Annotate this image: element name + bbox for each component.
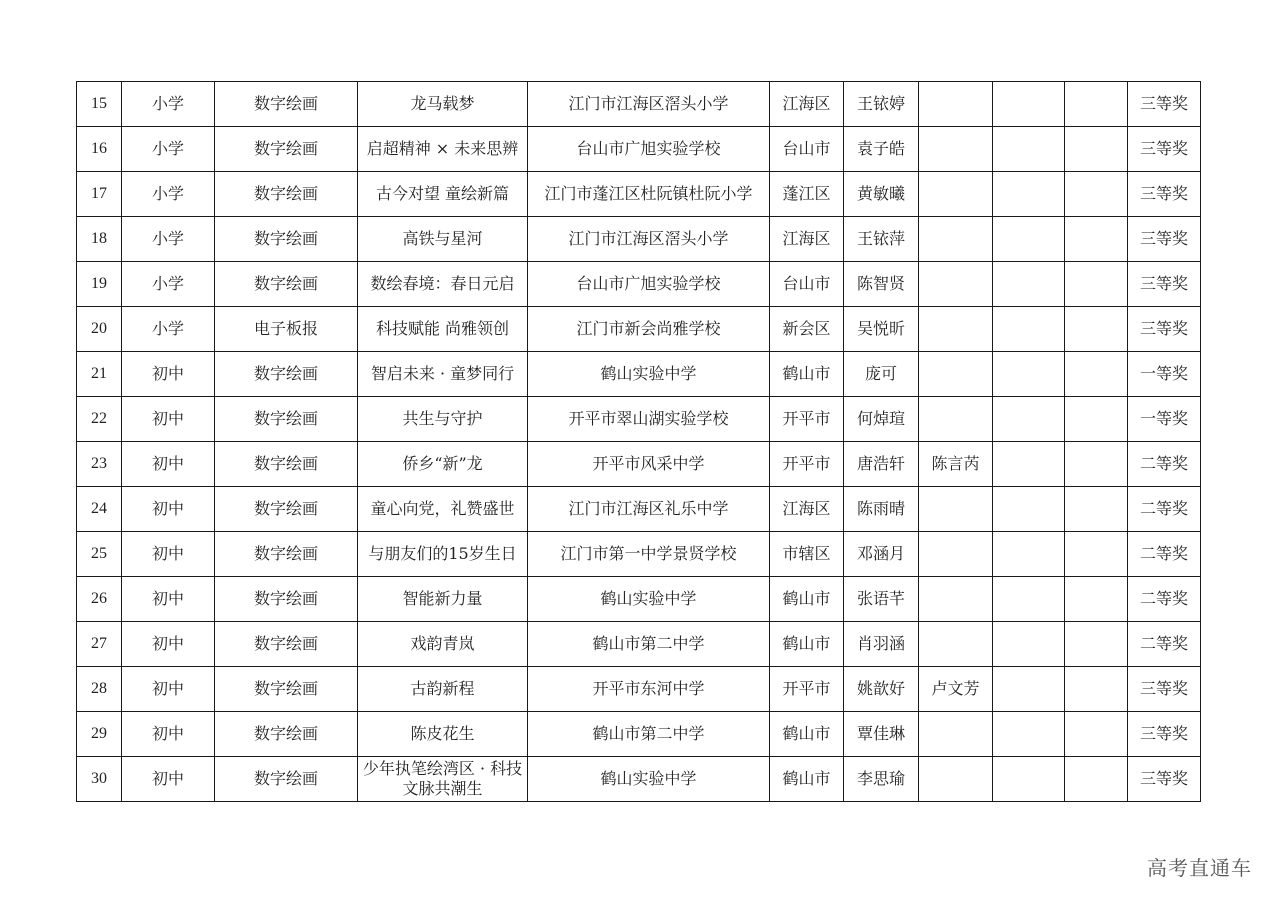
cell-school: 江门市新会尚雅学校 [528,307,770,352]
cell-extra-1 [993,487,1065,532]
cell-extra-2 [1065,667,1128,712]
cell-extra-2 [1065,352,1128,397]
cell-extra-2 [1065,262,1128,307]
cell-district: 台山市 [770,127,844,172]
table-row [77,307,1201,352]
cell-no: 18 [77,217,122,262]
awards-table [76,81,1201,802]
cell-extra-1 [993,712,1065,757]
cell-title: 智启未来 · 童梦同行 [358,352,528,397]
cell-award: 二等奖 [1128,442,1201,487]
table-row [77,127,1201,172]
cell-award: 三等奖 [1128,667,1201,712]
cell-category: 数字绘画 [215,262,358,307]
cell-district: 江海区 [770,82,844,127]
table-row [77,667,1201,712]
cell-author: 李思瑜 [844,757,919,802]
cell-no: 30 [77,757,122,802]
cell-extra-2 [1065,622,1128,667]
cell-award: 三等奖 [1128,757,1201,802]
cell-category: 数字绘画 [215,667,358,712]
cell-extra-2 [1065,532,1128,577]
cell-title: 龙马载梦 [358,82,528,127]
table-body [77,82,1201,802]
cell-teacher [919,532,993,577]
cell-level: 小学 [122,217,215,262]
cell-teacher [919,622,993,667]
cell-school: 台山市广旭实验学校 [528,262,770,307]
cell-level: 初中 [122,442,215,487]
cell-category: 数字绘画 [215,757,358,802]
cell-level: 初中 [122,712,215,757]
cell-author: 王铱婷 [844,82,919,127]
cell-teacher [919,352,993,397]
cell-author: 庞可 [844,352,919,397]
cell-school: 江门市蓬江区杜阮镇杜阮小学 [528,172,770,217]
cell-extra-2 [1065,442,1128,487]
cell-extra-1 [993,577,1065,622]
cell-title: 科技赋能 尚雅领创 [358,307,528,352]
cell-no: 19 [77,262,122,307]
cell-no: 21 [77,352,122,397]
cell-award: 一等奖 [1128,397,1201,442]
cell-award: 二等奖 [1128,577,1201,622]
cell-district: 鹤山市 [770,352,844,397]
cell-school: 江门市江海区礼乐中学 [528,487,770,532]
cell-school: 江门市江海区滘头小学 [528,217,770,262]
cell-no: 24 [77,487,122,532]
cell-title: 共生与守护 [358,397,528,442]
cell-level: 初中 [122,397,215,442]
cell-title: 智能新力量 [358,577,528,622]
cell-extra-1 [993,352,1065,397]
cell-author: 王铱萍 [844,217,919,262]
cell-no: 25 [77,532,122,577]
cell-school: 鹤山市第二中学 [528,622,770,667]
cell-extra-1 [993,262,1065,307]
cell-school: 开平市翠山湖实验学校 [528,397,770,442]
cell-category: 数字绘画 [215,442,358,487]
cell-district: 蓬江区 [770,172,844,217]
cell-teacher [919,712,993,757]
cell-extra-2 [1065,127,1128,172]
cell-extra-2 [1065,577,1128,622]
cell-district: 开平市 [770,442,844,487]
cell-author: 陈智贤 [844,262,919,307]
cell-title: 童心向党，礼赞盛世 [358,487,528,532]
cell-level: 小学 [122,82,215,127]
table-row [77,397,1201,442]
cell-no: 28 [77,667,122,712]
cell-district: 鹤山市 [770,712,844,757]
cell-teacher [919,307,993,352]
cell-no: 15 [77,82,122,127]
cell-district: 市辖区 [770,532,844,577]
cell-extra-2 [1065,487,1128,532]
table-row [77,532,1201,577]
cell-extra-2 [1065,757,1128,802]
cell-award: 三等奖 [1128,217,1201,262]
cell-author: 黄敏曦 [844,172,919,217]
cell-school: 开平市东河中学 [528,667,770,712]
cell-level: 小学 [122,307,215,352]
cell-no: 20 [77,307,122,352]
cell-award: 三等奖 [1128,262,1201,307]
watermark-text: 高考直通车 [1147,856,1252,880]
cell-award: 二等奖 [1128,487,1201,532]
cell-no: 17 [77,172,122,217]
cell-teacher [919,397,993,442]
cell-teacher [919,487,993,532]
table-row [77,352,1201,397]
cell-teacher [919,127,993,172]
table-row [77,487,1201,532]
table-row [77,757,1201,802]
cell-award: 三等奖 [1128,172,1201,217]
cell-category: 数字绘画 [215,217,358,262]
cell-category: 数字绘画 [215,82,358,127]
cell-school: 江门市江海区滘头小学 [528,82,770,127]
cell-extra-1 [993,307,1065,352]
cell-extra-1 [993,127,1065,172]
cell-level: 初中 [122,757,215,802]
cell-teacher [919,217,993,262]
cell-extra-1 [993,622,1065,667]
cell-title: 戏韵青岚 [358,622,528,667]
cell-school: 江门市第一中学景贤学校 [528,532,770,577]
cell-author: 邓涵月 [844,532,919,577]
cell-no: 27 [77,622,122,667]
cell-level: 初中 [122,352,215,397]
cell-author: 姚歆好 [844,667,919,712]
cell-no: 23 [77,442,122,487]
cell-district: 开平市 [770,667,844,712]
cell-school: 开平市风采中学 [528,442,770,487]
cell-extra-2 [1065,397,1128,442]
cell-extra-2 [1065,172,1128,217]
cell-category: 数字绘画 [215,712,358,757]
cell-award: 二等奖 [1128,622,1201,667]
cell-award: 二等奖 [1128,532,1201,577]
table-row [77,82,1201,127]
cell-author: 肖羽涵 [844,622,919,667]
cell-award: 三等奖 [1128,307,1201,352]
cell-extra-1 [993,397,1065,442]
cell-category: 数字绘画 [215,352,358,397]
cell-extra-2 [1065,712,1128,757]
cell-award: 三等奖 [1128,82,1201,127]
cell-level: 初中 [122,667,215,712]
cell-author: 何焯瑄 [844,397,919,442]
cell-title: 古今对望 童绘新篇 [358,172,528,217]
cell-extra-1 [993,217,1065,262]
cell-extra-1 [993,82,1065,127]
cell-title: 启超精神 × 未来思辨 [358,127,528,172]
cell-teacher: 卢文芳 [919,667,993,712]
cell-title: 与朋友们的15岁生日 [358,532,528,577]
cell-category: 数字绘画 [215,127,358,172]
cell-school: 鹤山市第二中学 [528,712,770,757]
cell-award: 一等奖 [1128,352,1201,397]
cell-teacher [919,82,993,127]
cell-level: 初中 [122,532,215,577]
cell-extra-2 [1065,82,1128,127]
cell-district: 江海区 [770,487,844,532]
table-row [77,172,1201,217]
table-row [77,217,1201,262]
cell-no: 29 [77,712,122,757]
cell-title: 少年执笔绘湾区 · 科技文脉共潮生 [358,757,528,802]
cell-district: 新会区 [770,307,844,352]
cell-teacher [919,262,993,307]
cell-district: 鹤山市 [770,622,844,667]
cell-district: 鹤山市 [770,757,844,802]
cell-level: 初中 [122,622,215,667]
cell-school: 鹤山实验中学 [528,352,770,397]
cell-title: 数绘春境：春日元启 [358,262,528,307]
cell-district: 江海区 [770,217,844,262]
cell-category: 数字绘画 [215,397,358,442]
table-row [77,442,1201,487]
table-row [77,712,1201,757]
cell-award: 三等奖 [1128,712,1201,757]
table-row [77,577,1201,622]
cell-category: 电子板报 [215,307,358,352]
cell-author: 吴悦昕 [844,307,919,352]
cell-no: 16 [77,127,122,172]
cell-author: 张语芊 [844,577,919,622]
cell-category: 数字绘画 [215,622,358,667]
cell-extra-1 [993,172,1065,217]
cell-author: 袁子皓 [844,127,919,172]
cell-title: 古韵新程 [358,667,528,712]
cell-extra-1 [993,532,1065,577]
cell-school: 鹤山实验中学 [528,757,770,802]
cell-author: 陈雨晴 [844,487,919,532]
cell-extra-1 [993,667,1065,712]
cell-teacher [919,577,993,622]
cell-author: 唐浩轩 [844,442,919,487]
cell-level: 小学 [122,172,215,217]
cell-level: 小学 [122,262,215,307]
cell-award: 三等奖 [1128,127,1201,172]
table-row [77,622,1201,667]
cell-level: 小学 [122,127,215,172]
cell-no: 26 [77,577,122,622]
cell-no: 22 [77,397,122,442]
cell-title: 陈皮花生 [358,712,528,757]
cell-district: 鹤山市 [770,577,844,622]
cell-extra-1 [993,442,1065,487]
cell-teacher: 陈言芮 [919,442,993,487]
cell-category: 数字绘画 [215,577,358,622]
cell-title: 高铁与星河 [358,217,528,262]
cell-teacher [919,172,993,217]
cell-category: 数字绘画 [215,487,358,532]
cell-school: 鹤山实验中学 [528,577,770,622]
cell-level: 初中 [122,577,215,622]
cell-extra-1 [993,757,1065,802]
cell-extra-2 [1065,217,1128,262]
cell-teacher [919,757,993,802]
cell-title: 侨乡“新”龙 [358,442,528,487]
cell-level: 初中 [122,487,215,532]
cell-extra-2 [1065,307,1128,352]
cell-district: 台山市 [770,262,844,307]
cell-author: 覃佳琳 [844,712,919,757]
table-row [77,262,1201,307]
cell-school: 台山市广旭实验学校 [528,127,770,172]
cell-category: 数字绘画 [215,172,358,217]
cell-district: 开平市 [770,397,844,442]
cell-category: 数字绘画 [215,532,358,577]
